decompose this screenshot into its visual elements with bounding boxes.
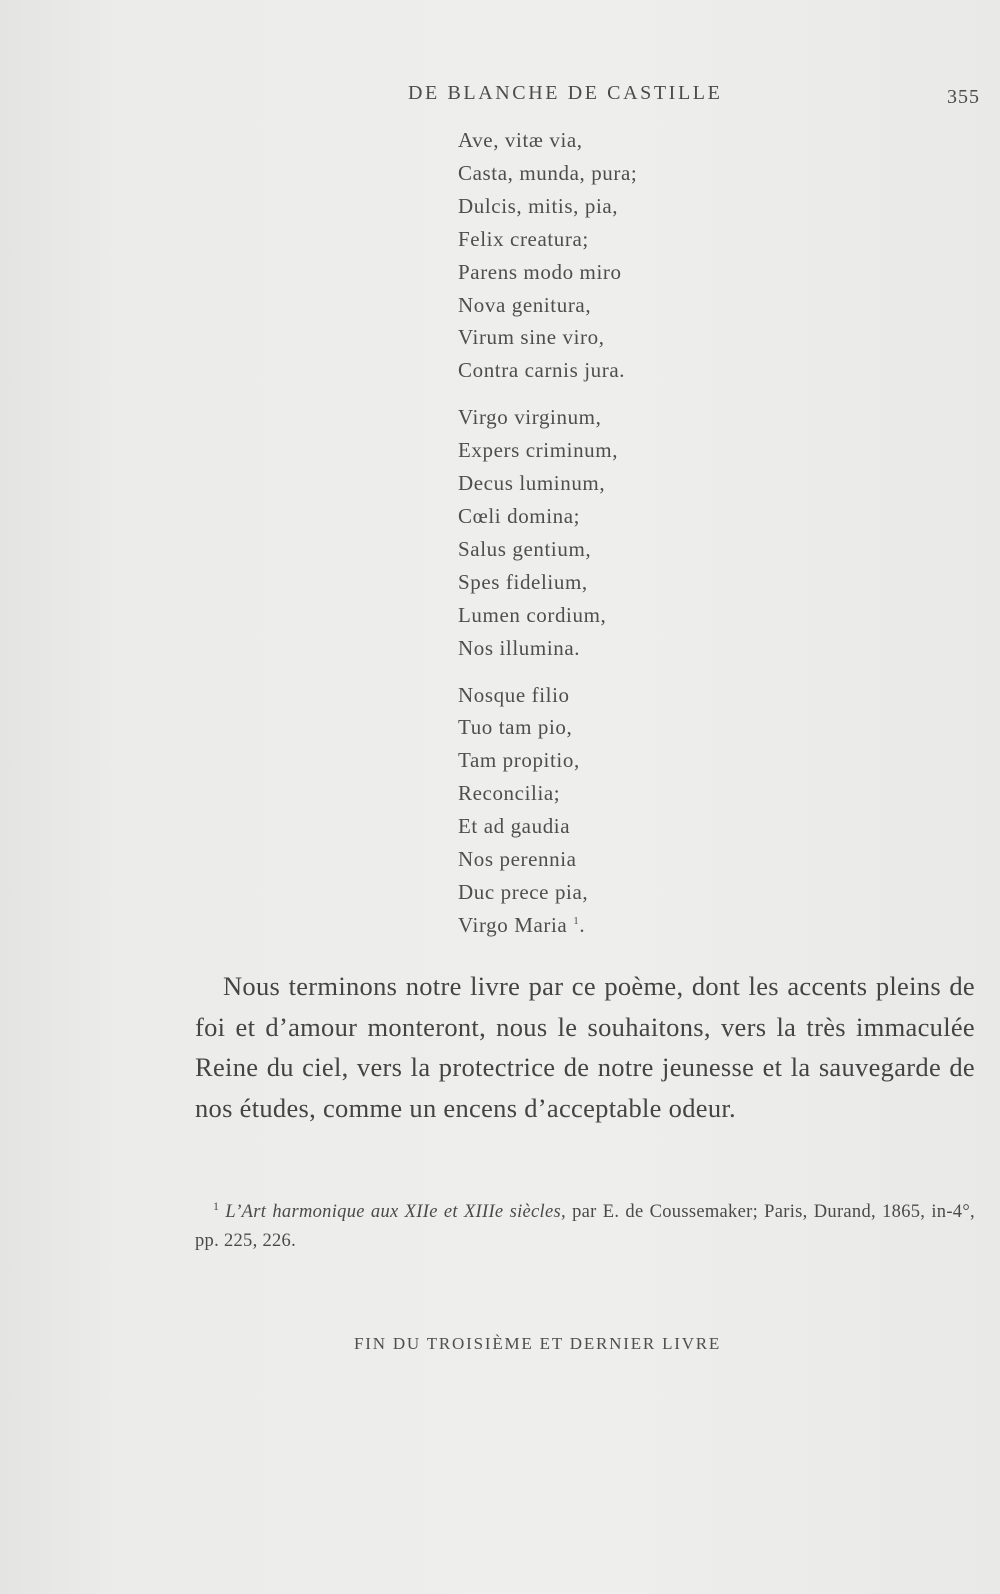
verse-line: Nova genitura, [458, 292, 592, 317]
verse-line: Decus luminum, [458, 471, 606, 496]
latin-poem [458, 124, 758, 956]
verse-line: Ave, vitæ via, [458, 128, 583, 152]
footnote-reference: 1 [573, 914, 580, 927]
verse-line: Duc prece pia, [458, 879, 589, 904]
verse-line: Virum sine viro, [458, 325, 605, 350]
verse-line: Dulcis, mitis, pia, [458, 193, 619, 218]
verse-line: Felix creatura; [458, 226, 589, 251]
footnote-number: 1 [213, 1198, 220, 1213]
footnote-work-title: L’Art harmonique aux XIIe et XIIIe siècles, [225, 1202, 566, 1222]
verse-line-final [458, 909, 758, 942]
verse-line: Lumen cordium, [458, 602, 607, 627]
verse-line: Virgo virginum, [458, 405, 602, 430]
verse-line: Reconcilia; [458, 781, 561, 806]
verse-line: Parens modo miro [458, 259, 622, 284]
poem-stanza-2 [458, 401, 758, 664]
verse-line: Salus gentium, [458, 536, 592, 561]
verse-line: Tam propitio, [458, 748, 580, 773]
page-number: 355 [947, 86, 980, 108]
verse-line: Nos perennia [458, 847, 577, 872]
verse-line: Expers criminum, [458, 438, 619, 463]
footnote-citation: par E. de Coussemaker; Paris, Durand, 1865, in-4°, pp. 225, 226. [195, 1202, 975, 1251]
closing-paragraph: Nous terminons notre livre par ce poème, dont les accents pleins de foi et d’amour monteront, nous le souhaitons, vers la très immaculée Reine du ciel, vers la protectrice de notre jeunesse et la sauvegarde de nos études, comme un encens d’acceptable odeur. [195, 971, 975, 1123]
verse-line: Nosque filio [458, 682, 570, 707]
verse-line: Contra carnis jura. [458, 358, 626, 383]
verse-line: Nos illumina. [458, 635, 581, 660]
end-of-book-line: FIN DU TROISIÈME ET DERNIER LIVRE [354, 1334, 722, 1353]
verse-line: Spes fidelium, [458, 569, 588, 594]
poem-stanza-1 [458, 124, 758, 387]
verse-punctuation: . [579, 912, 586, 937]
verse-line: Cœli domina; [458, 503, 581, 528]
verse-text: Virgo Maria [458, 912, 568, 937]
footnote [195, 1198, 975, 1256]
poem-stanza-3 [458, 679, 758, 942]
running-title: DE BLANCHE DE CASTILLE [408, 82, 723, 104]
verse-line: Tuo tam pio, [458, 715, 573, 740]
verse-line: Casta, munda, pura; [458, 160, 638, 185]
verse-line: Et ad gaudia [458, 814, 571, 839]
